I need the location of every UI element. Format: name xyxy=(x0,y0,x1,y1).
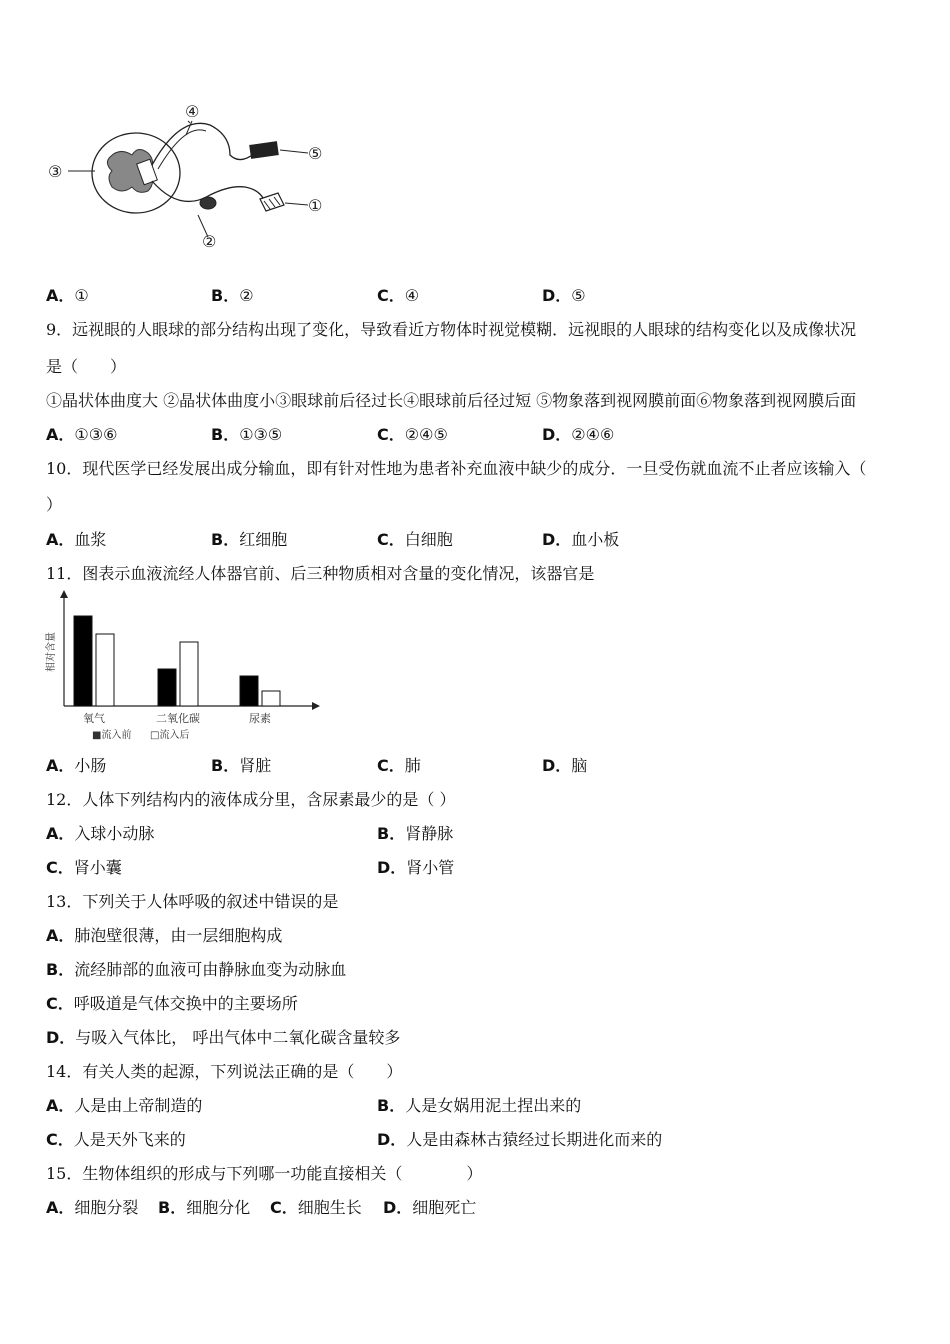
option-letter: A． xyxy=(46,1096,75,1115)
option-letter: B． xyxy=(211,530,240,549)
option-text: ②④⑤ xyxy=(404,425,448,444)
option-text: 细胞分裂 xyxy=(74,1198,139,1217)
legend-entry-after: □流入后 xyxy=(150,730,190,741)
option-text: 白细胞 xyxy=(404,530,453,549)
q8-option-b[interactable] xyxy=(211,286,254,306)
q12-option-d[interactable] xyxy=(377,858,454,878)
q10-stem-line2: ） xyxy=(46,495,63,514)
q11-option-c[interactable] xyxy=(377,756,421,776)
option-letter: A． xyxy=(46,1198,75,1217)
option-letter: D． xyxy=(542,425,572,444)
option-letter: A． xyxy=(46,824,75,843)
q11-option-d[interactable] xyxy=(542,756,587,776)
option-text: 与吸入气体比， 呼出气体中二氧化碳含量较多 xyxy=(75,1028,401,1047)
q11-option-a[interactable] xyxy=(46,756,106,776)
q15-option-c[interactable] xyxy=(270,1198,362,1218)
option-text: 人是由上帝制造的 xyxy=(74,1096,203,1115)
q12-option-b[interactable] xyxy=(377,824,453,844)
q9-option-b[interactable] xyxy=(211,425,282,445)
bar-after-2 xyxy=(262,691,280,706)
option-text: 人是天外飞来的 xyxy=(73,1130,186,1149)
option-letter: B． xyxy=(211,756,240,775)
option-letter: B． xyxy=(158,1198,187,1217)
q13-stem: 13．下列关于人体呼吸的叙述中错误的是 xyxy=(46,892,339,911)
option-letter: C． xyxy=(377,530,405,549)
option-letter: D． xyxy=(377,1130,407,1149)
q9-option-a[interactable] xyxy=(46,425,117,445)
bar-before-2 xyxy=(240,676,258,706)
option-letter: B． xyxy=(46,960,75,979)
q12-stem: 12．人体下列结构内的液体成分里，含尿素最少的是（ ） xyxy=(46,790,456,809)
reflex-arc-diagram xyxy=(40,95,340,255)
x-tick-label: 氧气 xyxy=(83,712,105,725)
option-text: 肾小囊 xyxy=(73,858,122,877)
option-text: 入球小动脉 xyxy=(74,824,155,843)
option-text: ⑤ xyxy=(571,286,586,305)
bar-before-1 xyxy=(158,669,176,706)
option-text: ④ xyxy=(404,286,420,305)
label-3: ③ xyxy=(48,162,63,181)
option-text: 肺 xyxy=(404,756,421,775)
label-4: ④ xyxy=(185,102,200,121)
q11-option-b[interactable] xyxy=(211,756,271,776)
option-letter: D． xyxy=(383,1198,413,1217)
q14-stem: 14．有关人类的起源，下列说法正确的是（ ） xyxy=(46,1062,403,1081)
option-letter: D． xyxy=(542,530,572,549)
y-axis-arrow xyxy=(60,590,68,598)
option-letter: A． xyxy=(46,756,75,775)
x-tick-label: 二氧化碳 xyxy=(156,712,200,725)
option-text: ② xyxy=(239,286,254,305)
label-5: ⑤ xyxy=(308,144,323,163)
option-letter: C． xyxy=(270,1198,298,1217)
q14-option-c[interactable] xyxy=(46,1130,186,1150)
label-2: ② xyxy=(202,232,217,251)
option-text: 红细胞 xyxy=(239,530,288,549)
q9-stem-line1: 9．远视眼的人眼球的部分结构出现了变化，导致看近方物体时视觉模糊．远视眼的人眼球的结构变化以及成像状况 xyxy=(46,320,857,339)
label-1: ① xyxy=(308,196,323,215)
q10-stem-line1: 10．现代医学已经发展出成分输血，即有针对性地为患者补充血液中缺少的成分．一旦受伤就血流不止者应该输入（ xyxy=(46,459,867,478)
q9-option-c[interactable] xyxy=(377,425,448,445)
bar-before-0 xyxy=(74,616,92,706)
q15-option-a[interactable] xyxy=(46,1198,138,1218)
option-text: 细胞生长 xyxy=(297,1198,362,1217)
q11-bar-chart xyxy=(40,590,330,745)
option-letter: C． xyxy=(377,286,405,305)
option-text: ①③⑤ xyxy=(239,425,283,444)
option-text: 血浆 xyxy=(74,530,107,549)
q10-option-c[interactable] xyxy=(377,530,453,550)
option-letter: D． xyxy=(377,858,407,877)
q15-stem: 15．生物体组织的形成与下列哪一功能直接相关（ ） xyxy=(46,1164,483,1183)
q13-option-a[interactable] xyxy=(46,926,282,946)
q14-option-a[interactable] xyxy=(46,1096,202,1116)
option-text: 呼吸道是气体交换中的主要场所 xyxy=(73,994,298,1013)
option-letter: C． xyxy=(46,1130,74,1149)
q9-items: ①晶状体曲度大 ②晶状体曲度小③眼球前后径过长④眼球前后径过短 ⑤物象落到视网膜前面⑥物象落到视网膜后面 xyxy=(46,391,857,410)
q10-option-d[interactable] xyxy=(542,530,619,550)
option-text: 细胞分化 xyxy=(186,1198,251,1217)
q13-option-b[interactable] xyxy=(46,960,346,980)
q8-option-d[interactable] xyxy=(542,286,586,306)
q12-option-c[interactable] xyxy=(46,858,122,878)
option-letter: C． xyxy=(377,756,405,775)
option-letter: B． xyxy=(377,824,406,843)
q10-option-a[interactable] xyxy=(46,530,106,550)
option-text: 肾脏 xyxy=(239,756,272,775)
q15-option-d[interactable] xyxy=(383,1198,476,1218)
option-text: 肾静脉 xyxy=(405,824,454,843)
option-text: ① xyxy=(74,286,89,305)
q11-stem: 11．图表示血液流经人体器官前、后三种物质相对含量的变化情况，该器官是 xyxy=(46,564,595,583)
option-letter: B． xyxy=(211,425,240,444)
x-axis-arrow xyxy=(312,702,320,710)
q13-option-d[interactable] xyxy=(46,1028,400,1048)
q10-option-b[interactable] xyxy=(211,530,287,550)
option-letter: A． xyxy=(46,530,75,549)
option-letter: C． xyxy=(377,425,405,444)
q8-option-a[interactable] xyxy=(46,286,89,306)
option-letter: B． xyxy=(377,1096,406,1115)
q8-option-c[interactable] xyxy=(377,286,419,306)
option-text: ①③⑥ xyxy=(74,425,118,444)
q14-option-b[interactable] xyxy=(377,1096,581,1116)
bar-after-0 xyxy=(96,634,114,706)
q13-option-c[interactable] xyxy=(46,994,298,1014)
y-axis-label: 相对含量 xyxy=(46,632,57,672)
option-text: 小肠 xyxy=(74,756,107,775)
option-text: 肺泡壁很薄，由一层细胞构成 xyxy=(74,926,283,945)
option-letter: A． xyxy=(46,425,75,444)
option-text: 人是由森林古猿经过长期进化而来的 xyxy=(406,1130,663,1149)
option-letter: C． xyxy=(46,858,74,877)
q12-option-a[interactable] xyxy=(46,824,154,844)
option-letter: A． xyxy=(46,286,75,305)
option-text: 脑 xyxy=(571,756,588,775)
q15-option-b[interactable] xyxy=(158,1198,250,1218)
option-letter: D． xyxy=(46,1028,76,1047)
option-letter: D． xyxy=(542,756,572,775)
option-text: ②④⑥ xyxy=(571,425,615,444)
option-letter: C． xyxy=(46,994,74,1013)
option-text: 细胞死亡 xyxy=(412,1198,477,1217)
option-text: 肾小管 xyxy=(406,858,455,877)
option-text: 人是女娲用泥土捏出来的 xyxy=(405,1096,582,1115)
option-letter: A． xyxy=(46,926,75,945)
option-letter: D． xyxy=(542,286,572,305)
option-text: 血小板 xyxy=(571,530,620,549)
x-tick-label: 尿素 xyxy=(249,712,271,725)
option-letter: B． xyxy=(211,286,240,305)
option-text: 流经肺部的血液可由静脉血变为动脉血 xyxy=(74,960,347,979)
legend-entry-before: ■流入前 xyxy=(92,730,132,741)
q14-option-d[interactable] xyxy=(377,1130,662,1150)
q9-stem-line2: 是（ ） xyxy=(46,357,127,376)
q9-option-d[interactable] xyxy=(542,425,614,445)
bar-after-1 xyxy=(180,642,198,706)
